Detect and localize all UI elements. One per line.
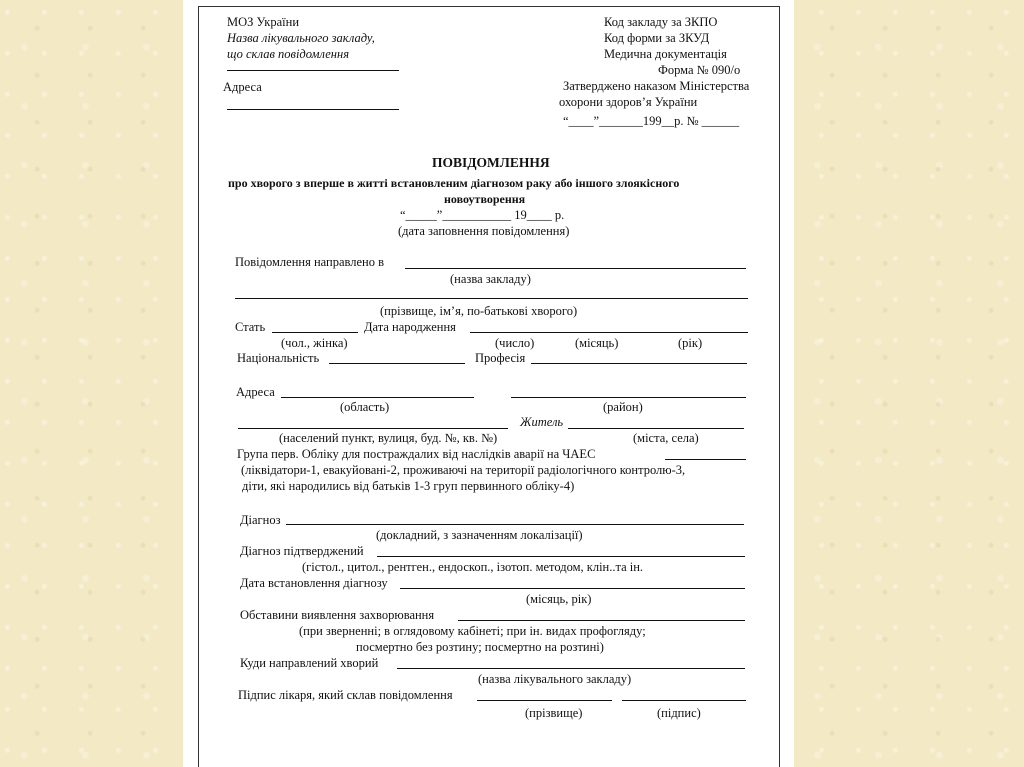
doctor-signature-line — [622, 700, 746, 701]
sent-to-line — [405, 268, 746, 269]
profession-line — [531, 363, 747, 364]
chaes-group-label: Група перв. Обліку для постраждалих від наслідків аварії на ЧАЕС — [237, 447, 596, 461]
sent-to-label: Повідомлення направлено в — [235, 255, 385, 269]
form-code-label: Код форми за ЗКУД — [604, 31, 710, 45]
document-title: ПОВІДОМЛЕННЯ — [432, 155, 550, 170]
circumstances-line — [458, 620, 745, 621]
doctor-surname-line — [477, 700, 612, 701]
circumstances-caption-1: (при зверненні; в оглядовому кабінеті; при ін. видах профогляду; — [299, 624, 646, 638]
ministry-label: МОЗ України — [227, 15, 300, 29]
sex-caption: (чол., жінка) — [281, 336, 348, 350]
institution-name-label: Назва лікувального закладу, — [227, 31, 375, 45]
sent-to-caption: (назва закладу) — [450, 272, 531, 286]
nationality-label: Національність — [237, 351, 320, 365]
sex-label: Стать — [235, 320, 266, 334]
established-date-label: Дата встановлення діагнозу — [240, 576, 388, 590]
chaes-caption-1: (ліквідатори-1, евакуйовані-2, проживаючі на території радіологічного контролю-3, — [241, 463, 686, 477]
resident-line — [568, 428, 744, 429]
day-caption: (число) — [495, 336, 535, 350]
chaes-caption-2: діти, які народились від батьків 1-3 груп первинного обліку-4) — [242, 479, 575, 493]
circumstances-caption-2: посмертно без розтину; посмертно на розтині) — [356, 640, 604, 654]
doctor-signature-label: Підпис лікаря, який склав повідомлення — [238, 688, 453, 702]
diagnosis-confirmed-label: Діагноз підтверджений — [240, 544, 364, 558]
resident-label: Житель — [520, 415, 564, 429]
established-date-caption: (місяць, рік) — [526, 592, 592, 606]
region-caption: (область) — [340, 400, 390, 414]
circumstances-label: Обставини виявлення захворювання — [240, 608, 435, 622]
surname-caption: (прізвище) — [525, 706, 583, 720]
signature-caption: (підпис) — [657, 706, 701, 720]
referred-to-label: Куди направлений хворий — [240, 656, 379, 670]
institution-name-label-2: що склав повідомлення — [227, 47, 350, 61]
institution-name-line — [227, 70, 399, 71]
birth-date-line — [470, 332, 748, 333]
district-line — [511, 397, 746, 398]
referred-to-line — [397, 668, 745, 669]
edrpou-code-label: Код закладу за ЗКПО — [604, 15, 718, 29]
address-label: Адреса — [223, 80, 262, 94]
nationality-line — [329, 363, 465, 364]
document-subtitle-2: новоутворення — [444, 192, 526, 206]
diagnosis-label: Діагноз — [240, 513, 281, 527]
patient-name-caption: (прізвище, ім’я, по-батькові хворого) — [380, 304, 578, 318]
patient-address-label: Адреса — [236, 385, 275, 399]
settlement-line — [238, 428, 508, 429]
document-subtitle-1: про хворого з вперше в житті встановленим діагнозом раку або іншого злоякісного — [228, 176, 680, 190]
diagnosis-line — [286, 524, 744, 525]
birth-date-label: Дата народження — [364, 320, 456, 334]
profession-label: Професія — [475, 351, 526, 365]
order-date-line: “____”_______199__р. № ______ — [563, 114, 740, 128]
established-date-line — [400, 588, 745, 589]
fill-date-line: “_____”___________ 19____ р. — [400, 208, 565, 222]
city-caption: (міста, села) — [633, 431, 699, 445]
month-caption: (місяць) — [575, 336, 619, 350]
patient-name-line — [235, 298, 748, 299]
med-docs-label: Медична документація — [604, 47, 727, 61]
referred-to-caption: (назва лікувального закладу) — [478, 672, 632, 686]
chaes-group-line — [665, 459, 746, 460]
diagnosis-confirmed-line — [377, 556, 745, 557]
fill-date-caption: (дата заповнення повідомлення) — [398, 224, 570, 238]
region-line — [281, 397, 474, 398]
district-caption: (район) — [603, 400, 643, 414]
sex-line — [272, 332, 358, 333]
year-caption: (рік) — [678, 336, 703, 350]
address-line — [227, 109, 399, 110]
approved-label: Затверджено наказом Міністерства — [563, 79, 750, 93]
diagnosis-confirmed-caption: (гістол., цитол., рентген., ендоскоп., ізотоп. методом, клін..та ін. — [302, 560, 644, 574]
settlement-caption: (населений пункт, вулиця, буд. №, кв. №) — [279, 431, 498, 445]
ministry-health-label: охорони здоров’я України — [559, 95, 698, 109]
diagnosis-caption: (докладний, з зазначенням локалізації) — [376, 528, 583, 542]
form-number-label: Форма № 090/о — [658, 63, 741, 77]
